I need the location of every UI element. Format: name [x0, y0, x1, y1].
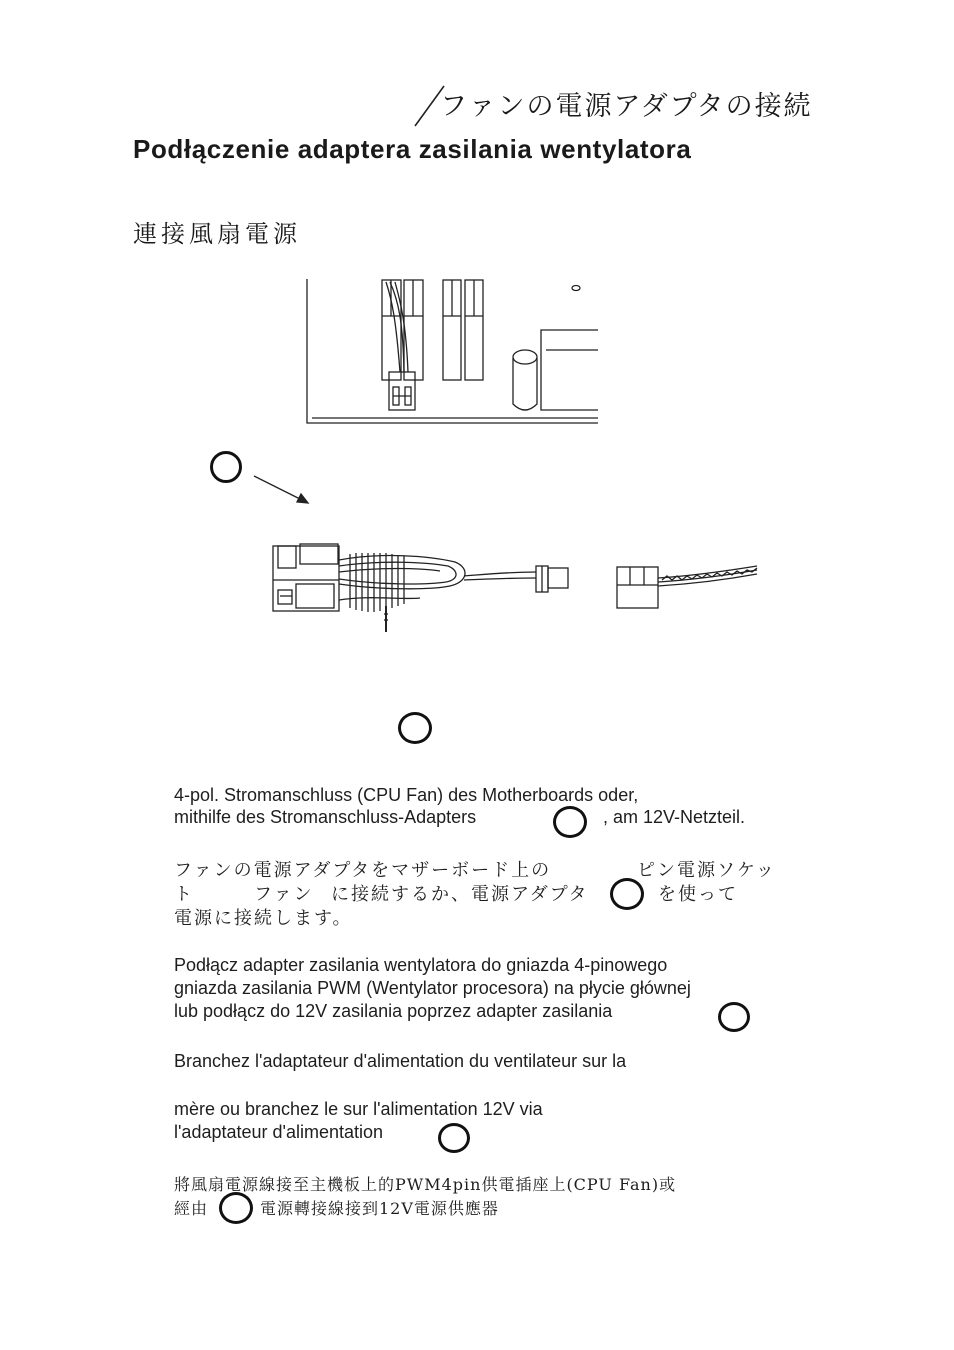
- french-line-3: l'adaptateur d'alimentation: [174, 1122, 384, 1142]
- chinese-title: 連接風扇電源: [133, 220, 301, 248]
- japanese-line-1b: ピン電源ソケッ: [637, 860, 776, 881]
- chinese-line-2a: 經由: [174, 1199, 209, 1218]
- polish-adapter-callout: [718, 1002, 750, 1032]
- japanese-line-3: 電源に接続します。: [174, 908, 353, 929]
- german-adapter-callout: [553, 806, 587, 838]
- german-line-2a: mithilfe des Stromanschluss-Adapters: [174, 807, 477, 827]
- polish-line-2: gniazda zasilania PWM (Wentylator procesora) na płycie głównej: [174, 978, 691, 998]
- japanese-line-1a: ファンの電源アダプタをマザーボード上の: [174, 860, 552, 881]
- polish-line-3: lub podłącz do 12V zasilania poprzez adapter zasilania: [174, 1001, 613, 1021]
- power-adapter-cable: [273, 544, 757, 632]
- japanese-line-2d: を使って: [658, 884, 738, 905]
- japanese-line-2b: ファン: [254, 884, 314, 905]
- french-line-2: mère ou branchez le sur l'alimentation 12V via: [174, 1099, 543, 1119]
- chinese-adapter-callout: [219, 1192, 253, 1224]
- chinese-line-2b: 電源轉接線接到12V電源供應器: [260, 1199, 499, 1218]
- pointer-arrow: [254, 476, 308, 503]
- callout-circle-1: [210, 451, 242, 483]
- japanese-line-2a: ト: [174, 884, 194, 905]
- polish-line-1: Podłącz adapter zasilania wentylatora do gniazda 4-pinowego: [174, 955, 668, 975]
- german-line-2b: , am 12V-Netzteil.: [603, 807, 746, 827]
- motherboard-illustration: [307, 279, 598, 423]
- japanese-line-2c: に接続するか、電源アダプタ: [331, 884, 589, 905]
- japanese-adapter-callout: [610, 878, 644, 910]
- japanese-title: ファンの電源アダプタの接続: [440, 91, 813, 122]
- german-line-1: 4-pol. Stromanschluss (CPU Fan) des Motherboards oder,: [174, 785, 639, 805]
- french-line-1: Branchez l'adaptateur d'alimentation du ventilateur sur la: [174, 1051, 627, 1071]
- polish-title: Podłączenie adaptera zasilania wentylatora: [133, 134, 692, 164]
- chinese-line-1: 將風扇電源線接至主機板上的PWM4pin供電插座上(CPU Fan)或: [174, 1175, 677, 1194]
- callout-circle-2: [398, 712, 432, 744]
- french-adapter-callout: [438, 1123, 470, 1153]
